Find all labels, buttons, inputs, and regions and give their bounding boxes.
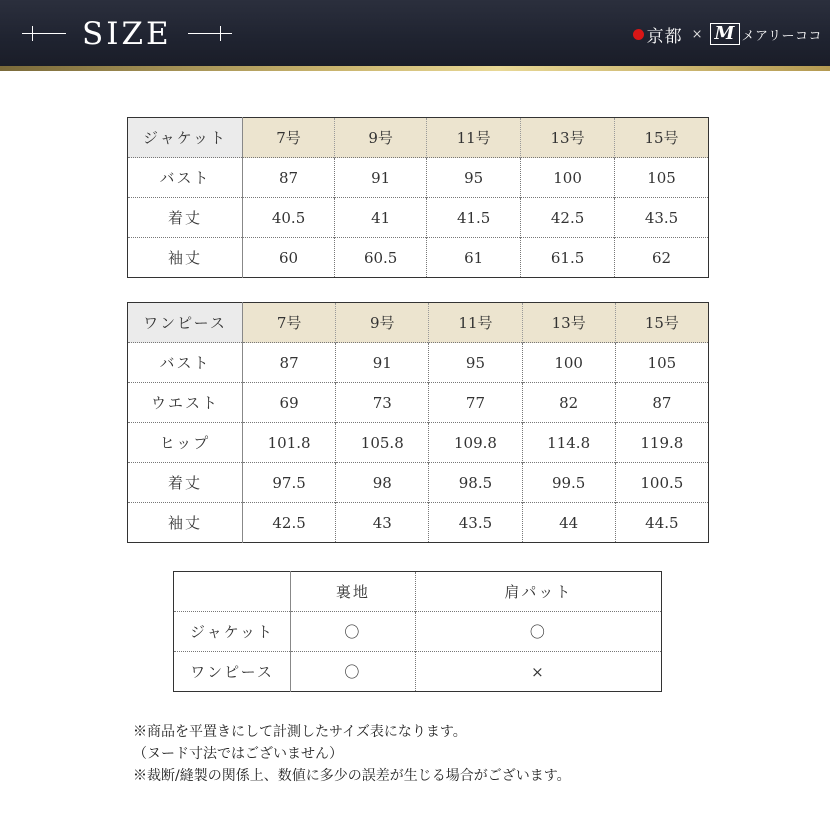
table-cell: 105 xyxy=(615,343,708,383)
table-cell: 61.5 xyxy=(521,238,615,278)
table-row xyxy=(128,198,709,238)
table-cell: 114.8 xyxy=(522,423,615,463)
table-row xyxy=(128,343,709,383)
table-cell: 100.5 xyxy=(615,463,708,503)
table-cell: 61 xyxy=(427,238,521,278)
table-cell: 119.8 xyxy=(615,423,708,463)
table-cell: 100 xyxy=(521,158,615,198)
circle-mark: 〇 xyxy=(291,652,416,692)
table-header-row xyxy=(128,303,709,343)
circle-mark: 〇 xyxy=(291,612,416,652)
brand-name: メアリーココ xyxy=(741,28,822,44)
brand-kyoto: 京都 xyxy=(646,26,683,47)
table-row xyxy=(174,612,662,652)
table-row xyxy=(128,238,709,278)
brand-m-logo: M xyxy=(710,23,740,45)
corner-cell xyxy=(174,572,291,612)
page-title: SIZE xyxy=(82,16,172,52)
table-cell: 43 xyxy=(336,503,429,543)
column-header-lining: 裏地 xyxy=(291,572,416,612)
table-cell: 73 xyxy=(336,383,429,423)
table-cell: 44 xyxy=(522,503,615,543)
row-label: ワンピース xyxy=(174,652,291,692)
title-group xyxy=(22,14,232,54)
table-cell: 77 xyxy=(429,383,522,423)
table-header-row xyxy=(174,572,662,612)
cross-line-right-icon xyxy=(188,24,232,44)
row-label: ヒップ xyxy=(128,423,243,463)
table-cell: 60.5 xyxy=(335,238,427,278)
table-row xyxy=(128,383,709,423)
header-banner xyxy=(0,0,830,66)
table-cell: 91 xyxy=(336,343,429,383)
table-cell: 44.5 xyxy=(615,503,708,543)
size-header: 11号 xyxy=(427,118,521,158)
note-line: ※裁断/縫製の関係上、数値に多少の誤差が生じる場合がございます。 xyxy=(133,768,571,784)
column-header-shoulder-pad: 肩パット xyxy=(415,572,661,612)
brand-logo xyxy=(633,20,822,48)
row-label: 着丈 xyxy=(128,198,243,238)
table-cell: 97.5 xyxy=(243,463,336,503)
table-cell: 41.5 xyxy=(427,198,521,238)
size-header: 11号 xyxy=(429,303,522,343)
table-cell: 95 xyxy=(427,158,521,198)
row-label: 着丈 xyxy=(128,463,243,503)
jacket-size-table xyxy=(127,117,709,278)
size-header: 7号 xyxy=(243,118,335,158)
table-cell: 43.5 xyxy=(429,503,522,543)
table-cell: 43.5 xyxy=(615,198,709,238)
size-header: 9号 xyxy=(335,118,427,158)
red-dot-icon xyxy=(633,29,644,40)
table-cell: 41 xyxy=(335,198,427,238)
note-line: （ヌード寸法ではございません） xyxy=(133,746,343,762)
table-header-row xyxy=(128,118,709,158)
size-header: 15号 xyxy=(615,118,709,158)
table-title: ジャケット xyxy=(128,118,243,158)
table-cell: 99.5 xyxy=(522,463,615,503)
table-row xyxy=(174,652,662,692)
table-cell: 87 xyxy=(615,383,708,423)
row-label: 袖丈 xyxy=(128,503,243,543)
table-cell: 87 xyxy=(243,158,335,198)
table-cell: 101.8 xyxy=(243,423,336,463)
gold-divider xyxy=(0,66,830,71)
table-cell: 98 xyxy=(336,463,429,503)
row-label: 袖丈 xyxy=(128,238,243,278)
size-header: 13号 xyxy=(522,303,615,343)
size-header: 9号 xyxy=(336,303,429,343)
row-label: ジャケット xyxy=(174,612,291,652)
table-cell: 95 xyxy=(429,343,522,383)
note-line: ※商品を平置きにして計測したサイズ表になります。 xyxy=(133,724,467,740)
table-cell: 69 xyxy=(243,383,336,423)
table-cell: 98.5 xyxy=(429,463,522,503)
notes xyxy=(133,721,693,787)
table-cell: 40.5 xyxy=(243,198,335,238)
table-cell: 87 xyxy=(243,343,336,383)
table-title: ワンピース xyxy=(128,303,243,343)
table-row xyxy=(128,158,709,198)
cross-line-left-icon xyxy=(22,24,66,44)
table-cell: 42.5 xyxy=(243,503,336,543)
cross-mark: × xyxy=(415,652,661,692)
brand-cross: × xyxy=(691,26,703,42)
table-cell: 42.5 xyxy=(521,198,615,238)
table-row xyxy=(128,423,709,463)
table-cell: 100 xyxy=(522,343,615,383)
row-label: バスト xyxy=(128,343,243,383)
table-cell: 105 xyxy=(615,158,709,198)
table-cell: 109.8 xyxy=(429,423,522,463)
lining-pad-table xyxy=(173,571,662,692)
table-cell: 105.8 xyxy=(336,423,429,463)
size-header: 7号 xyxy=(243,303,336,343)
table-cell: 91 xyxy=(335,158,427,198)
dress-size-table xyxy=(127,302,709,543)
table-row xyxy=(128,503,709,543)
size-header: 15号 xyxy=(615,303,708,343)
table-cell: 60 xyxy=(243,238,335,278)
row-label: バスト xyxy=(128,158,243,198)
table-cell: 62 xyxy=(615,238,709,278)
row-label: ウエスト xyxy=(128,383,243,423)
table-row xyxy=(128,463,709,503)
circle-mark: 〇 xyxy=(415,612,661,652)
size-header: 13号 xyxy=(521,118,615,158)
table-cell: 82 xyxy=(522,383,615,423)
